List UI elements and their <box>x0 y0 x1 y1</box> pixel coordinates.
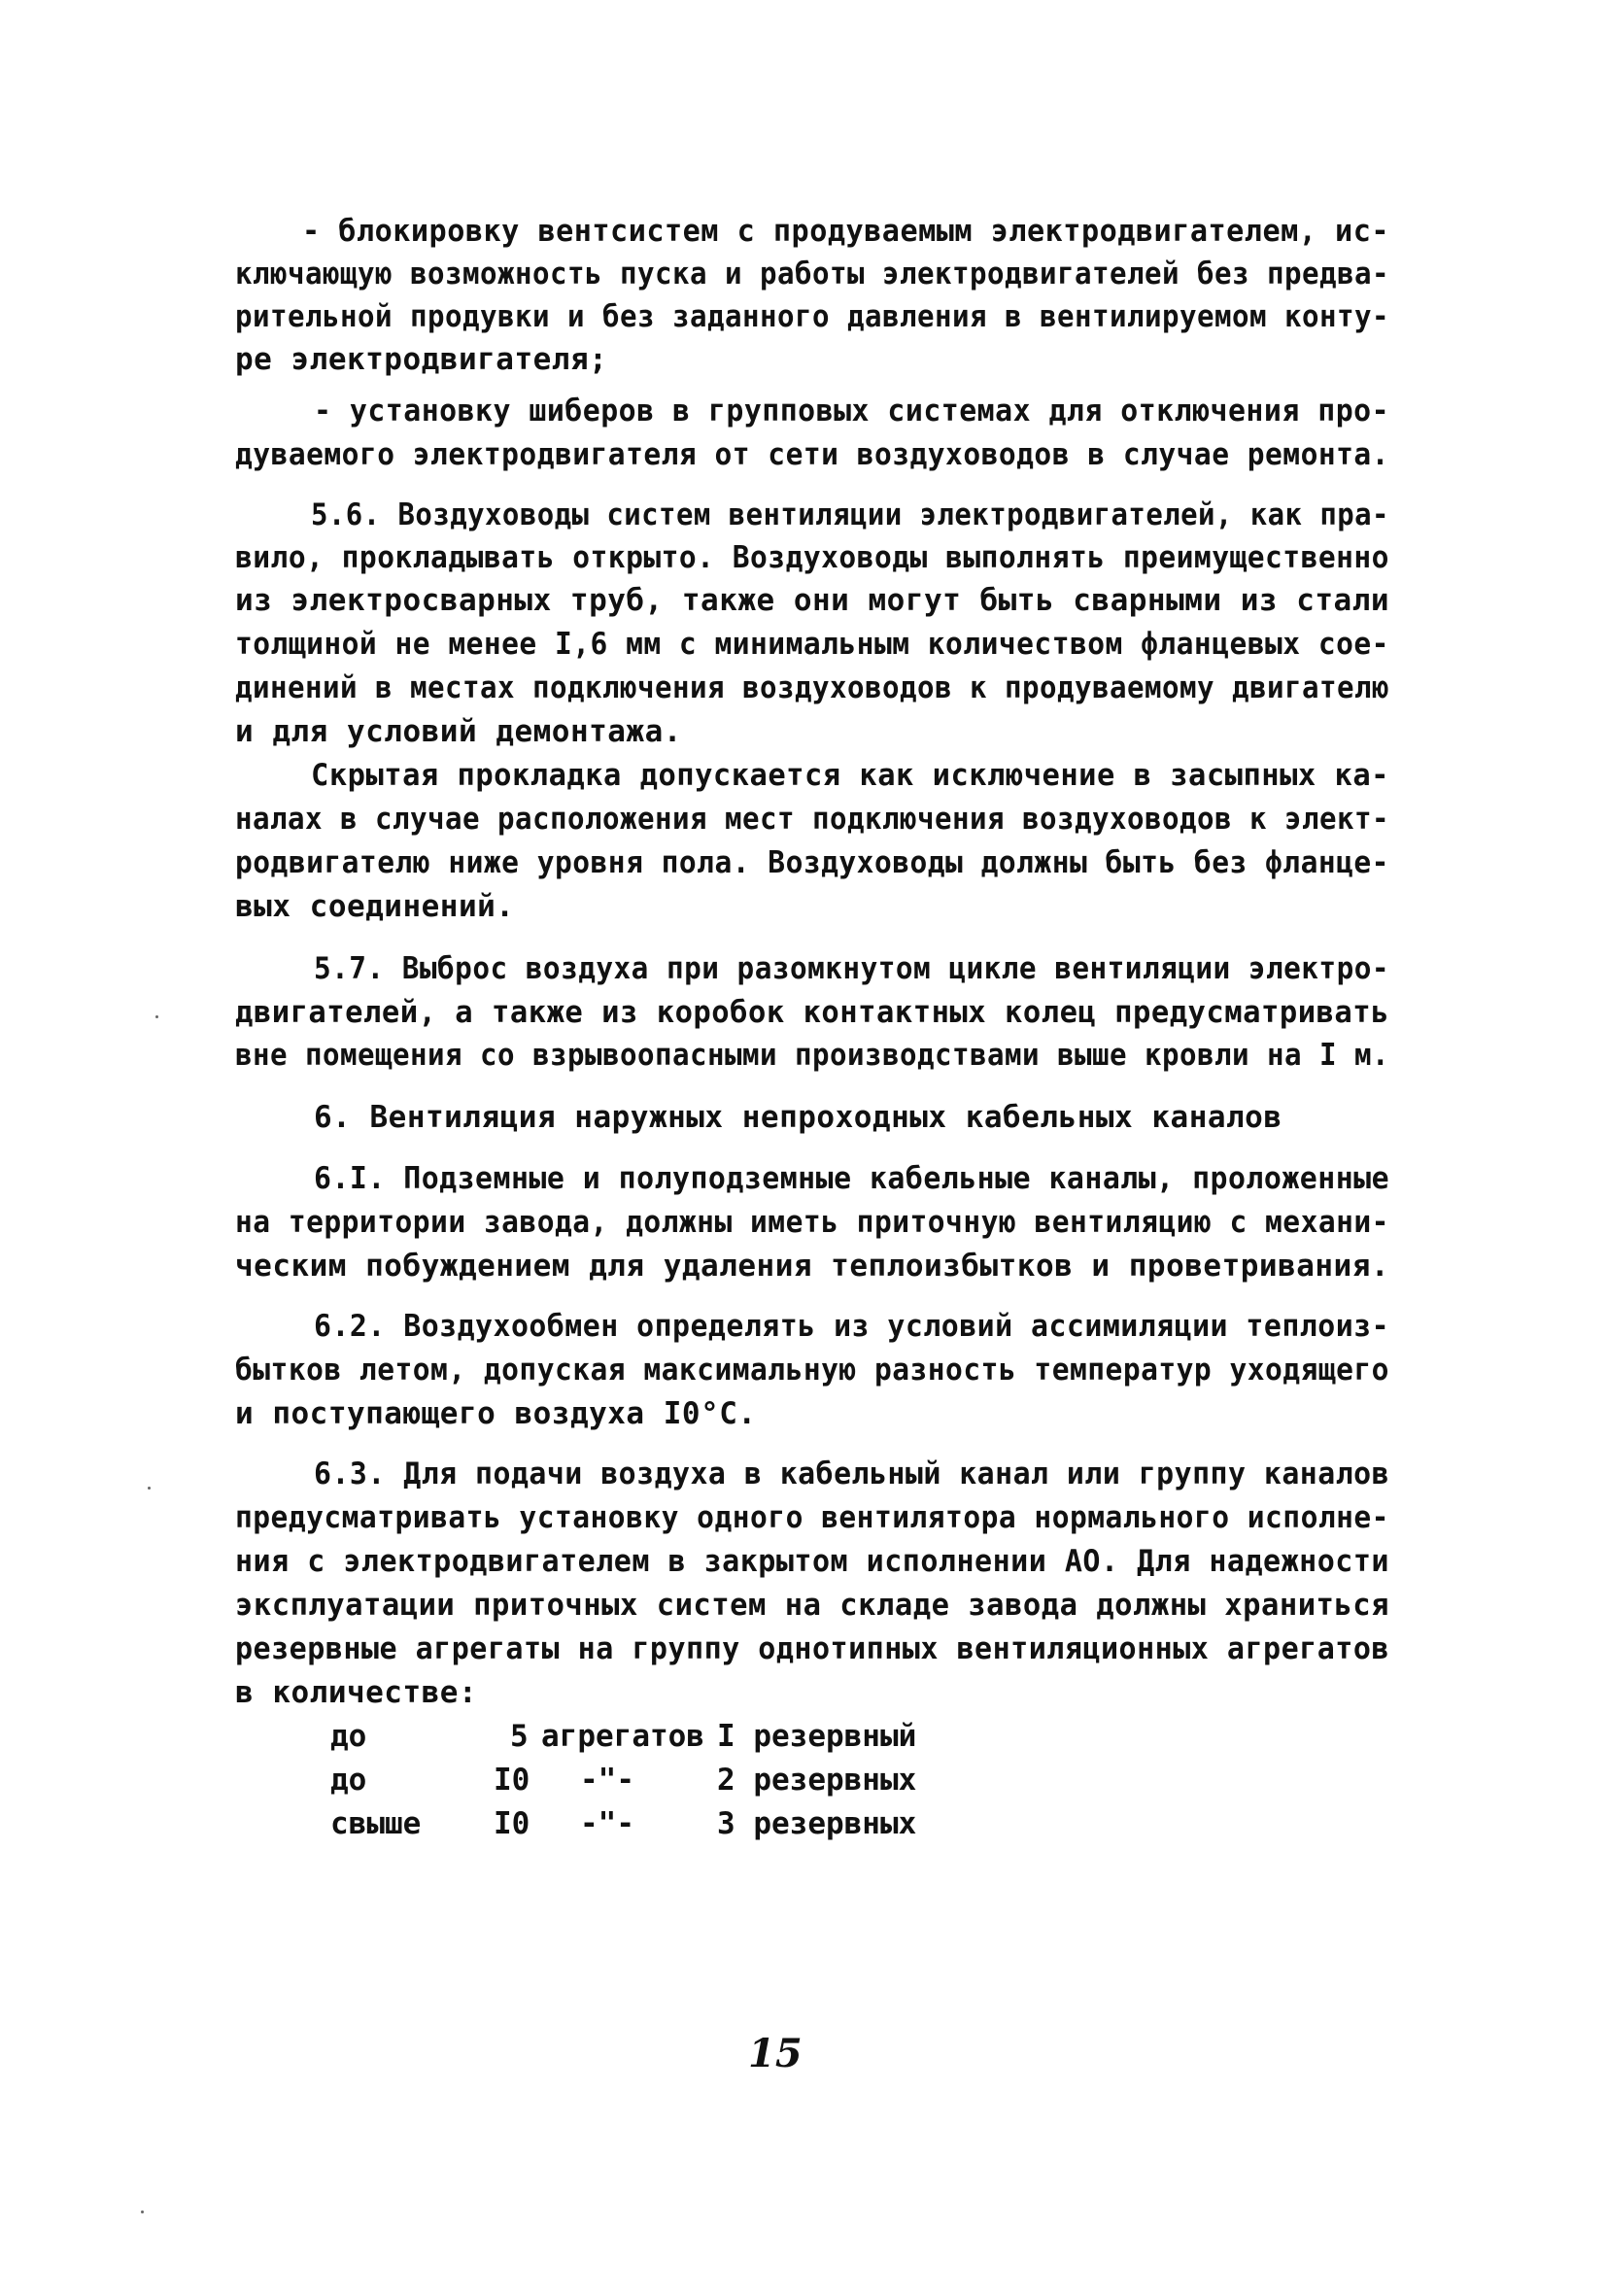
table-cell: 2 резервных <box>717 1763 917 1798</box>
table-cell: I0 <box>494 1763 530 1798</box>
table-cell: -"- <box>580 1763 634 1798</box>
table-cell: 5 <box>510 1719 529 1754</box>
table-cell: агрегатов <box>541 1719 704 1754</box>
table-cell: I резервный <box>717 1719 917 1754</box>
document-page: - блокировку вентсистем с продуваемым электродвигателем, ис- ключающую возможность пуска и работы электродвигателей без предва- рительной продувки и без заданного давления в вентилируемом конту- ре электродвигателя; - установку шиберов в групповых системах для отключения про- дуваемого электродвигателя от сети воздуховодов в случае ремонта. 5.6. Воздуховоды систем вентиляции электродвигателей, как пра- вило, прокладывать открыто. Воздуховоды выполнять преимущественно из электросварных труб, также они могут быть сварными из стали толщиной не менее I,6 мм с минимальным количеством фланцевых сое- динений в местах подключения воздуховодов к продуваемому двигателю и для условий демонтажа. Скрытая прокладка допускается как исключение в засыпных ка- налах в случае расположения мест подключения воздуховодов к элект- родвигателю ниже уровня пола. Воздуховоды должны быть без фланце- вых соединений. 5.7. Выброс воздуха при разомкнутом цикле вентиляции электро- двигателей, а также из коробок контактных колец предусматривать вне помещения со взрывоопасными производствами выше кровли на I м. 6. Вентиляция наружных непроходных кабельных каналов 6.I. Подземные и полуподземные кабельные каналы, проложенные на территории завода, должны иметь приточную вентиляцию с механи- ческим побуждением для удаления теплоизбытков и проветривания. 6.2. Воздухообмен определять из условий ассимиляции теплоиз- бытков летом, допуская максимальную разность температур уходящего и поступающего воздуха I0°C. 6.3. Для подачи воздуха в кабельный канал или группу каналов предусматривать установку одного вентилятора нормального исполне- ния с электродвигателем в закрытом исполнении АО. Для надежности эксплуатации приточных систем на складе завода должны храниться резервные агрегаты на группу однотипных вентиляционных агрегатов в количестве: до 5 агрегатов I резервный до I0 -"- 2 резервных свыше I0 -"- 3 резервных 15 <box>0 0 1607 2296</box>
table-cell: свыше <box>330 1806 422 1841</box>
table-cell: I0 <box>494 1806 530 1841</box>
table-cell: 3 резервных <box>717 1806 917 1841</box>
table-cell: до <box>330 1719 367 1754</box>
scan-speck <box>155 1015 158 1018</box>
table-cell: до <box>330 1763 367 1798</box>
scan-speck <box>141 2210 144 2213</box>
page-number: 15 <box>748 2031 803 2076</box>
table-cell: -"- <box>580 1806 634 1841</box>
scan-speck <box>148 1487 151 1490</box>
